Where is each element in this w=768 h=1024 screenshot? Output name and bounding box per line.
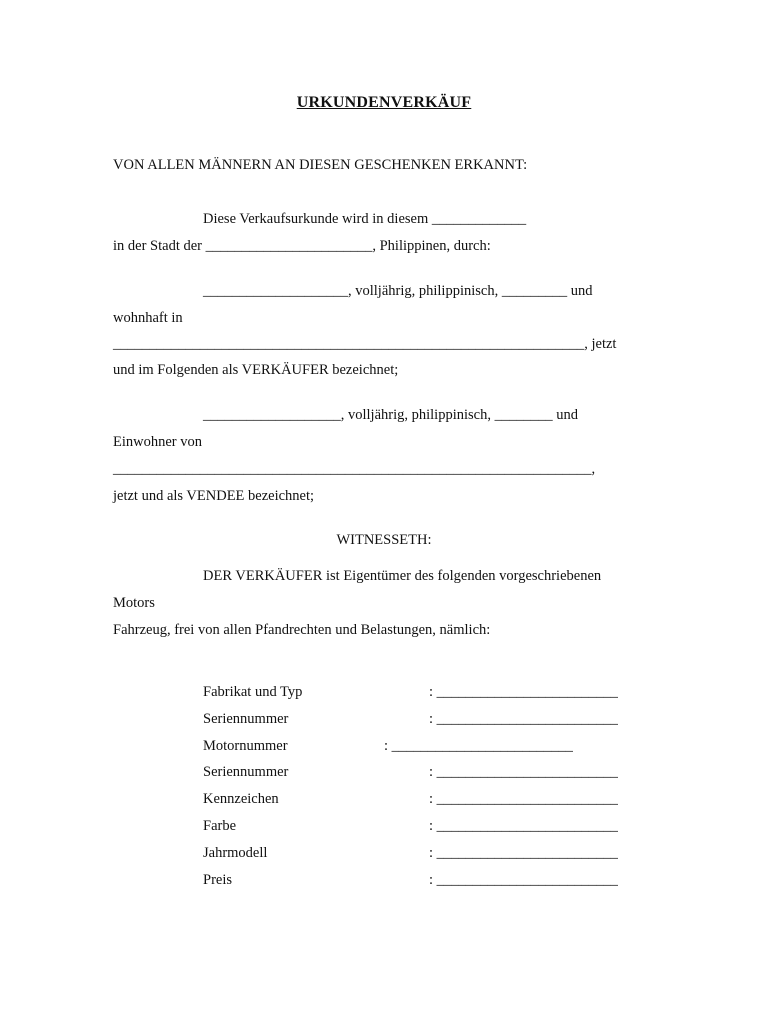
owner-line: Motors	[113, 595, 155, 611]
spec-label: Kennzeichen	[203, 791, 279, 807]
spec-value-field: : _________________________	[429, 845, 618, 861]
spec-value-field: : _________________________	[429, 791, 618, 807]
buyer-line: __________________________________________________________________,	[113, 461, 596, 477]
spec-value-field: : _________________________	[429, 764, 618, 780]
spec-value-field: : _________________________	[429, 872, 618, 888]
spec-label: Preis	[203, 872, 232, 888]
seller-line: und im Folgenden als VERKÄUFER bezeichnet;	[113, 362, 399, 378]
owner-line: DER VERKÄUFER ist Eigentümer des folgenden vorgeschriebenen	[203, 568, 602, 584]
spec-label: Motornummer	[203, 738, 288, 754]
spec-value-field: : _________________________	[429, 818, 618, 834]
owner-line: Fahrzeug, frei von allen Pfandrechten und Belastungen, nämlich:	[113, 622, 491, 638]
seller-line: wohnhaft in	[113, 310, 183, 326]
document-title: URKUNDENVERKÄUF	[296, 94, 472, 111]
paragraph-line: in der Stadt der _______________________, Philippinen, durch:	[113, 238, 491, 254]
spec-label: Fabrikat und Typ	[203, 684, 303, 700]
seller-line: ____________________, volljährig, philippinisch, _________ und	[203, 283, 593, 299]
spec-label: Seriennummer	[203, 764, 289, 780]
witnesseth-heading: WITNESSETH:	[336, 532, 432, 548]
spec-value-field: : _________________________	[429, 684, 618, 700]
spec-label: Farbe	[203, 818, 237, 834]
seller-line: _________________________________________________________________, jetzt	[113, 336, 617, 352]
intro-heading: VON ALLEN MÄNNERN AN DIESEN GESCHENKEN ERKANNT:	[113, 157, 528, 173]
spec-label: Seriennummer	[203, 711, 289, 727]
spec-value-field: : _________________________	[384, 738, 573, 754]
buyer-line: ___________________, volljährig, philippinisch, ________ und	[203, 407, 578, 423]
spec-label: Jahrmodell	[203, 845, 268, 861]
paragraph-line: Diese Verkaufsurkunde wird in diesem _____________	[203, 211, 527, 227]
buyer-line: jetzt und als VENDEE bezeichnet;	[113, 488, 315, 504]
spec-value-field: : _________________________	[429, 711, 618, 727]
buyer-line: Einwohner von	[113, 434, 202, 450]
